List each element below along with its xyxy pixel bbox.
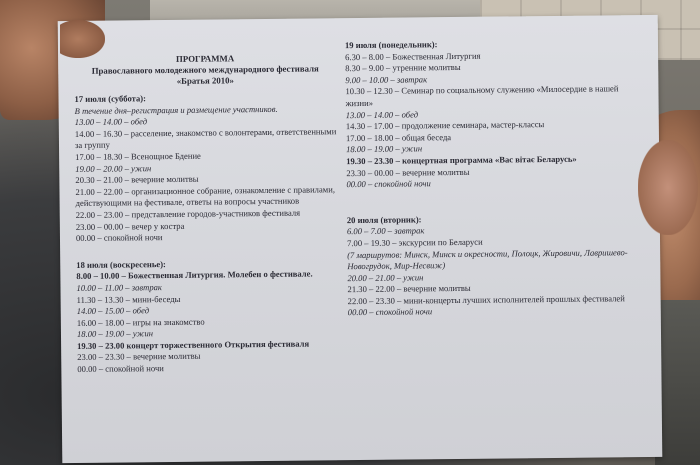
left-column [74, 52, 339, 375]
left-schedule [74, 91, 339, 375]
schedule-line: 14.30 – 17.00 – продолжение семинара, мастер-классы [345, 119, 545, 132]
schedule-line: 13.00 – 14.00 – обед [345, 108, 419, 120]
schedule-line: 8.30 – 9.00 – утренние молитвы [345, 62, 461, 74]
schedule-line: 19.00 – 20.00 – ужин [75, 162, 152, 174]
schedule-line: 20.00 – 21.00 – ужин [347, 272, 424, 283]
schedule-line: 17 июля (суббота): [74, 93, 147, 104]
schedule-line: 00.00 – спокойной ночи [346, 178, 431, 190]
schedule-line: 22.00 – 23.00 – представление городов-участников фестиваля [75, 207, 301, 220]
schedule-line: 17.00 – 18.30 – Всенощное Бдение [75, 150, 201, 162]
left-thumb [60, 20, 105, 58]
schedule-line: 00.00 – спокойной ночи [347, 306, 433, 318]
schedule-line: 20 июля (вторник): [346, 214, 422, 225]
schedule-line: 21.00 – 22.00 – организационное собрание, ознакомление с правилами, действующими на фестивале, ответы на вопросы участников [75, 184, 335, 209]
program-subtitle: Православного молодежного международного фестиваля [91, 63, 319, 76]
right-thumb [638, 140, 698, 235]
schedule-line: 14.00 – 16.30 – расселение, знакомство с волонтерами, ответственными за группу [74, 126, 337, 151]
schedule-line: 6.30 – 8.00 – Божественная Литургия [345, 50, 481, 62]
schedule-line: 18 июля (воскресенье): [76, 258, 166, 270]
schedule-line: 00.00 – спокойной ночи [75, 232, 163, 244]
schedule-line: 23.00 – 00.00 – вечер у костра [75, 220, 185, 232]
schedule-line: 23.30 – 00.00 – вечерние молитвы [346, 166, 470, 178]
schedule-line: 19.30 – 23.00 концерт торжественного Открытия фестиваля [77, 338, 310, 351]
schedule-line: 6.00 – 7.00 – завтрак [346, 225, 425, 237]
schedule-line: 11.30 – 13.30 – мини-беседы [76, 293, 181, 305]
schedule-line: 10.00 – 11.00 – завтрак [76, 281, 162, 293]
schedule-line: 18.00 – 19.00 – ужин [76, 328, 154, 340]
schedule-line [347, 197, 639, 209]
right-schedule [345, 37, 640, 319]
schedule-line: 20.30 – 21.00 – вечерние молитвы [75, 173, 199, 186]
program-title: ПРОГРАММА [175, 53, 235, 64]
schedule-line: 21.30 – 22.00 – вечерние молитвы [347, 283, 471, 295]
schedule-line: 23.00 – 23.30 – вечерние молитвы [77, 351, 201, 363]
schedule-line: 19.30 – 23.30 – концертная программа «Вас вітає Беларусь» [346, 153, 577, 167]
schedule-line: 18.00 – 19.00 – ужин [346, 143, 423, 155]
schedule-line: (7 маршрутов: Минск, Минск и окресности, Полоцк, Жировичи, Лавришево- Новогрудок, Мир-Несвиж) [347, 246, 628, 272]
program-sheet [58, 15, 663, 463]
schedule-line: 19 июля (понедельник): [344, 39, 438, 51]
schedule-line: 17.00 – 18.00 – общая беседа [345, 131, 452, 143]
right-column [345, 31, 640, 319]
festival-name: «Братья 2010» [176, 75, 234, 86]
schedule-line: 9.00 – 10.00 – завтрак [345, 74, 428, 85]
schedule-line: 13.00 – 14.00 – обед [74, 116, 148, 128]
schedule-line: 00.00 – спокойной ночи [77, 363, 164, 375]
schedule-line: 16.00 – 18.00 – игры на знакомство [76, 316, 205, 328]
schedule-line: В течение дня–регистрация и размещение участников. [74, 103, 278, 116]
schedule-line: 8.00 – 10.00 – Божественная Литургия. Молебен о фестивале. [76, 268, 313, 282]
schedule-line: 14.00 – 15.00 – обед [76, 305, 150, 317]
schedule-line: 10.30 – 12.30 – Семинар по социальному служению «Милосердие в нашей жизни» [345, 83, 619, 109]
schedule-line: 22.00 – 23.30 – мини-концерты лучших исполнителей прошлых фестивалей [347, 293, 625, 307]
schedule-line: 7.00 – 19.30 – экскурсии по Беларуси [346, 236, 483, 249]
